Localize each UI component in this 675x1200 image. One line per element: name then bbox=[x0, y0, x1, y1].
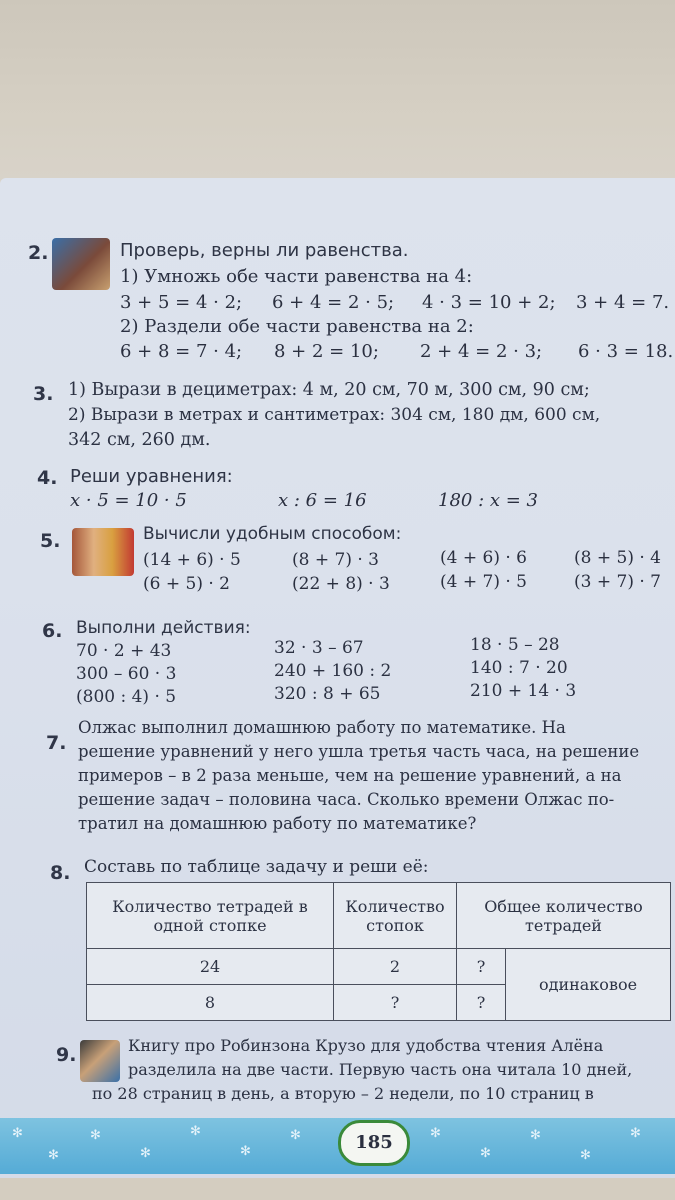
desk-background bbox=[0, 0, 675, 200]
table-cell: 24 bbox=[87, 949, 334, 985]
equation: 6 + 8 = 7 · 4; bbox=[120, 341, 243, 362]
subtask-2: 2) Раздели обе части равенства на 2: bbox=[120, 316, 474, 337]
expression: 140 : 7 · 20 bbox=[470, 658, 568, 678]
expression: (8 + 7) · 3 bbox=[292, 550, 379, 570]
expression: (4 + 7) · 5 bbox=[440, 572, 527, 592]
children-illustration bbox=[72, 528, 134, 576]
snowflake-icon: ✻ bbox=[140, 1146, 151, 1161]
expression: (22 + 8) · 3 bbox=[292, 574, 390, 594]
task-number: 3. bbox=[33, 383, 54, 405]
expression: 300 – 60 · 3 bbox=[76, 664, 177, 684]
expression: (4 + 6) · 6 bbox=[440, 548, 527, 568]
snowflake-icon: ✻ bbox=[290, 1128, 301, 1143]
task-title: Вычисли удобным способом: bbox=[143, 524, 402, 544]
task-number: 9. bbox=[56, 1044, 77, 1066]
table-cell: 2 bbox=[334, 949, 457, 985]
equation: 8 + 2 = 10; bbox=[274, 341, 379, 362]
problem-line: по 28 страниц в день, а вторую – 2 недели, по 10 страниц в bbox=[92, 1084, 594, 1103]
equation: x : 6 = 16 bbox=[278, 490, 367, 511]
task-line: 1) Вырази в дециметрах: 4 м, 20 см, 70 м, 300 см, 90 см; bbox=[68, 380, 590, 400]
table-header: Количество стопок bbox=[334, 883, 457, 949]
expression: (3 + 7) · 7 bbox=[574, 572, 661, 592]
equation: 3 + 4 = 7. bbox=[576, 292, 670, 313]
snowflake-icon: ✻ bbox=[530, 1128, 541, 1143]
word-problem bbox=[78, 716, 639, 836]
table-cell: ? bbox=[457, 949, 506, 985]
expression: (800 : 4) · 5 bbox=[76, 687, 177, 707]
expression: (14 + 6) · 5 bbox=[143, 550, 241, 570]
task-number: 6. bbox=[42, 620, 63, 642]
word-problem bbox=[92, 1034, 632, 1106]
snowflake-icon: ✻ bbox=[580, 1148, 591, 1163]
page-number: 185 bbox=[338, 1120, 410, 1166]
snowflake-icon: ✻ bbox=[430, 1126, 441, 1141]
task-line: 342 см, 260 дм. bbox=[68, 430, 211, 450]
task-title: Реши уравнения: bbox=[70, 466, 233, 487]
table-cell: 8 bbox=[87, 985, 334, 1021]
snowflake-icon: ✻ bbox=[90, 1128, 101, 1143]
problem-line: решение уравнений у него ушла третья часть часа, на решение bbox=[78, 742, 640, 761]
expression: 32 · 3 – 67 bbox=[274, 638, 364, 658]
task-title: Составь по таблице задачу и реши её: bbox=[84, 857, 429, 877]
task-line: 2) Вырази в метрах и сантиметрах: 304 см, 180 дм, 600 см, bbox=[68, 405, 601, 425]
snowflake-icon: ✻ bbox=[48, 1148, 59, 1163]
table-cell: ? bbox=[334, 985, 457, 1021]
snowflake-icon: ✻ bbox=[630, 1126, 641, 1141]
equation: 4 · 3 = 10 + 2; bbox=[422, 292, 556, 313]
equation: x · 5 = 10 · 5 bbox=[70, 490, 187, 511]
task-title: Выполни действия: bbox=[76, 618, 251, 638]
snowflake-icon: ✻ bbox=[240, 1144, 251, 1159]
problem-line: Олжас выполнил домашнюю работу по математике. На bbox=[78, 718, 566, 737]
expression-column-2 bbox=[274, 637, 391, 706]
problem-line: тратил на домашнюю работу по математике? bbox=[78, 814, 477, 833]
data-table bbox=[86, 882, 671, 1021]
equation: 3 + 5 = 4 · 2; bbox=[120, 292, 243, 313]
equation: 6 · 3 = 18. bbox=[578, 341, 674, 362]
expression: 18 · 5 – 28 bbox=[470, 635, 560, 655]
problem-line: разделила на две части. Первую часть она читала 10 дней, bbox=[128, 1060, 633, 1079]
snowflake-icon: ✻ bbox=[12, 1126, 23, 1141]
expression-column-1 bbox=[76, 640, 176, 709]
task-number: 7. bbox=[46, 732, 67, 754]
snowflake-icon: ✻ bbox=[480, 1146, 491, 1161]
task-number: 2. bbox=[28, 242, 49, 264]
table-header: Общее количество тетрадей bbox=[457, 883, 671, 949]
table-cell: ? bbox=[457, 985, 506, 1021]
expression: 70 · 2 + 43 bbox=[76, 641, 172, 661]
problem-line: решение задач – половина часа. Сколько времени Олжас по- bbox=[78, 790, 615, 809]
problem-line: Книгу про Робинзона Крузо для удобства чтения Алёна bbox=[128, 1036, 604, 1055]
table-header: Количество тетрадей в одной стопке bbox=[87, 883, 334, 949]
table-cell-merged: одинаковое bbox=[506, 949, 671, 1021]
boy-illustration bbox=[52, 238, 110, 290]
expression: (8 + 5) · 4 bbox=[574, 548, 661, 568]
equation: 180 : x = 3 bbox=[438, 490, 538, 511]
task-number: 8. bbox=[50, 862, 71, 884]
expression: 210 + 14 · 3 bbox=[470, 681, 577, 701]
expression: 320 : 8 + 65 bbox=[274, 684, 381, 704]
subtask-1: 1) Умножь обе части равенства на 4: bbox=[120, 266, 473, 287]
task-number: 5. bbox=[40, 530, 61, 552]
task-title: Проверь, верны ли равенства. bbox=[120, 240, 409, 261]
expression-column-3 bbox=[470, 634, 576, 703]
problem-line: примеров – в 2 раза меньше, чем на решение уравнений, а на bbox=[78, 766, 622, 785]
snowflake-icon: ✻ bbox=[190, 1124, 201, 1139]
expression: 240 + 160 : 2 bbox=[274, 661, 392, 681]
task-number: 4. bbox=[37, 467, 58, 489]
equation: 6 + 4 = 2 · 5; bbox=[272, 292, 395, 313]
equation: 2 + 4 = 2 · 3; bbox=[420, 341, 543, 362]
expression: (6 + 5) · 2 bbox=[143, 574, 230, 594]
